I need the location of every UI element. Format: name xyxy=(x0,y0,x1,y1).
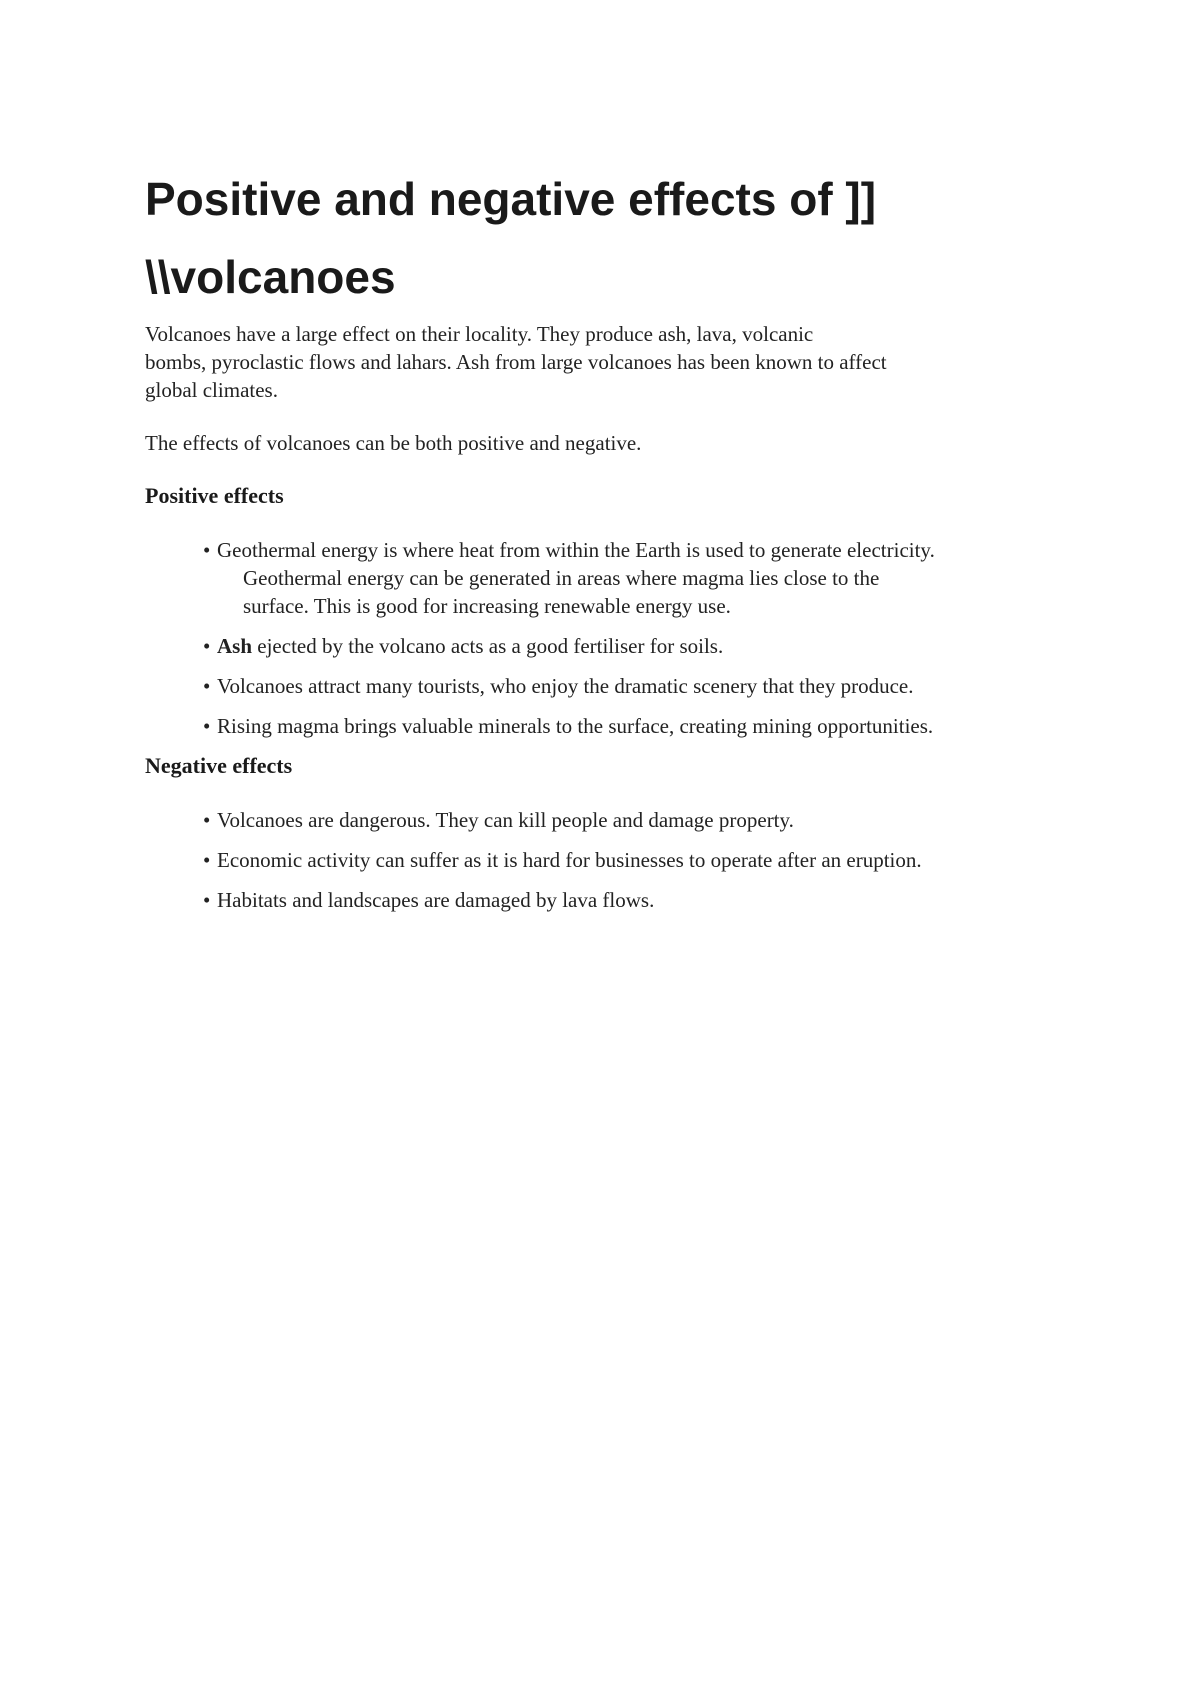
list-item-text: ejected by the volcano acts as a good fertiliser for soils. xyxy=(252,634,724,658)
list-item-bold-term: Ash xyxy=(217,634,253,658)
negative-effects-heading: Negative effects xyxy=(145,753,293,778)
page-title-line-1: Positive and negative effects of ]] xyxy=(145,173,877,225)
list-item-text: Geothermal energy is where heat from within the Earth is used to generate electricity. xyxy=(217,538,935,562)
page-title-line-2: \\volcanoes xyxy=(145,251,396,303)
summary-paragraph: The effects of volcanoes can be both positive and negative. xyxy=(145,431,642,455)
page-title xyxy=(145,160,1075,316)
list-item xyxy=(203,536,1075,620)
negative-effects-list xyxy=(145,806,1075,914)
list-item xyxy=(203,806,1075,834)
list-item-text-continued: surface. This is good for increasing renewable energy use. xyxy=(243,594,731,618)
list-item-text: Rising magma brings valuable minerals to the surface, creating mining opportunities. xyxy=(217,714,934,738)
bullet-icon: • xyxy=(203,538,211,562)
list-item-text: Volcanoes attract many tourists, who enjoy the dramatic scenery that they produce. xyxy=(217,674,914,698)
list-item-text: Habitats and landscapes are damaged by lava flows. xyxy=(217,888,655,912)
list-item-text-continued: Geothermal energy can be generated in areas where magma lies close to the xyxy=(243,566,880,590)
bullet-icon: • xyxy=(203,848,211,872)
list-item xyxy=(203,632,1075,660)
bullet-icon: • xyxy=(203,888,211,912)
positive-effects-list xyxy=(145,536,1075,740)
positive-effects-heading: Positive effects xyxy=(145,483,284,508)
bullet-icon: • xyxy=(203,634,211,658)
list-item xyxy=(203,712,1075,740)
document-page xyxy=(145,160,1075,926)
list-item xyxy=(203,846,1075,874)
intro-paragraph: Volcanoes have a large effect on their locality. They produce ash, lava, volcanic bombs, pyroclastic flows and lahars. Ash from large volcanoes has been known to affect global climates. xyxy=(145,322,887,402)
bullet-icon: • xyxy=(203,808,211,832)
bullet-icon: • xyxy=(203,674,211,698)
bullet-icon: • xyxy=(203,714,211,738)
list-item xyxy=(203,672,1075,700)
list-item xyxy=(203,886,1075,914)
list-item-text: Volcanoes are dangerous. They can kill people and damage property. xyxy=(217,808,794,832)
list-item-text: Economic activity can suffer as it is hard for businesses to operate after an eruption. xyxy=(217,848,922,872)
